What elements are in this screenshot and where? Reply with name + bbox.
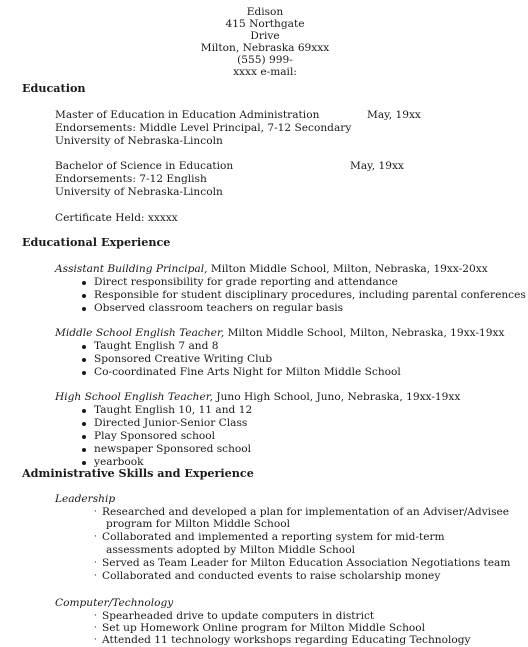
leadership-title: Leadership — [55, 493, 116, 505]
leadership-item-1: Researched and developed a plan for implementation of an Adviser/Advisee — [102, 506, 510, 518]
degree-2-date: May, 19xx — [350, 160, 404, 172]
header-city: Milton, Nebraska 69xxx — [200, 42, 330, 54]
degree-1-date: May, 19xx — [367, 109, 421, 121]
bullet-icon — [82, 345, 86, 349]
bullet-icon — [82, 371, 86, 375]
job-2-header — [55, 327, 504, 340]
degree-2-title: Bachelor of Science in Education — [55, 160, 234, 172]
dot-icon: · — [94, 635, 97, 645]
header-name: Edison — [246, 6, 284, 18]
job-2-item-2: Sponsored Creative Writing Club — [94, 353, 273, 365]
job-3-item-2: Directed Junior-Senior Class — [94, 417, 248, 429]
bullet-icon — [82, 307, 86, 311]
job-1-header — [55, 263, 488, 276]
job-3-item-4: newspaper Sponsored school — [94, 443, 252, 455]
tech-item-1: Spearheaded drive to update computers in district — [102, 610, 375, 622]
job-2-place: Milton Middle School, Milton, Nebraska, 19xx-19xx — [224, 327, 505, 339]
job-1-role: Assistant Building Principal, — [55, 263, 208, 275]
bullet-icon — [82, 358, 86, 362]
tech-item-3: Attended 11 technology workshops regarding Educating Technology — [102, 634, 471, 646]
job-2-role: Middle School English Teacher, — [55, 327, 225, 339]
tech-item-2: Set up Homework Online program for Milton Middle School — [102, 622, 426, 634]
job-1-place: Milton Middle School, Milton, Nebraska, 19xx-20xx — [207, 263, 488, 275]
bullet-icon — [82, 435, 86, 439]
job-1-item-2: Responsible for student disciplinary procedures, including parental conferences — [94, 289, 526, 301]
header-email: xxxx e-mail: — [233, 66, 297, 78]
bullet-icon — [82, 294, 86, 298]
leadership-item-2: Collaborated and implemented a reporting system for mid-term — [102, 531, 445, 543]
degree-2-endorsements: Endorsements: 7-12 English — [55, 173, 207, 185]
job-3-place: Juno High School, Juno, Nebraska, 19xx-19xx — [212, 391, 461, 403]
bullet-icon — [82, 422, 86, 426]
tech-item-3-clip — [0, 634, 528, 646]
header-street-2: Drive — [250, 30, 280, 42]
job-2-item-1: Taught English 7 and 8 — [94, 340, 219, 352]
degree-2-school: University of Nebraska-Lincoln — [55, 186, 223, 198]
leadership-item-2-cont: assessments adopted by Milton Middle School — [106, 544, 356, 556]
bullet-icon — [82, 409, 86, 413]
bullet-icon — [82, 461, 86, 465]
dot-icon: · — [94, 558, 97, 568]
dot-icon: · — [94, 532, 97, 542]
tech-title: Computer/Technology — [55, 597, 174, 609]
header-phone: (555) 999- — [237, 54, 293, 66]
dot-icon: · — [94, 611, 97, 621]
dot-icon: · — [94, 507, 97, 517]
bullet-icon — [82, 448, 86, 452]
job-1-item-1: Direct responsibility for grade reporting and attendance — [94, 276, 398, 288]
job-3-item-1: Taught English 10, 11 and 12 — [94, 404, 253, 416]
dot-icon: · — [94, 623, 97, 633]
bullet-icon — [82, 281, 86, 285]
job-3-item-5-clip — [0, 456, 528, 468]
job-3-item-5: yearbook — [94, 456, 144, 468]
job-1-item-3: Observed classroom teachers on regular basis — [94, 302, 344, 314]
admin-heading: Administrative Skills and Experience — [22, 466, 254, 480]
job-2-item-3: Co-coordinated Fine Arts Night for Milton Middle School — [94, 366, 401, 378]
degree-1-school: University of Nebraska-Lincoln — [55, 135, 223, 147]
header-email-clip — [0, 66, 528, 78]
degree-1-endorsements: Endorsements: Middle Level Principal, 7-12 Secondary — [55, 122, 352, 134]
header-street-1: 415 Northgate — [225, 18, 305, 30]
job-3-role: High School English Teacher, — [55, 391, 213, 403]
degree-1-title: Master of Education in Education Administration — [55, 109, 320, 121]
job-3-header — [55, 391, 460, 404]
certificate: Certificate Held: xxxxx — [55, 212, 178, 224]
leadership-item-1-cont: program for Milton Middle School — [106, 518, 290, 530]
education-heading: Education — [22, 81, 86, 95]
dot-icon: · — [94, 571, 97, 581]
leadership-item-4: Collaborated and conducted events to raise scholarship money — [102, 570, 441, 582]
leadership-item-3: Served as Team Leader for Milton Education Association Negotiations team — [102, 557, 511, 569]
job-3-item-3: Play Sponsored school — [94, 430, 216, 442]
experience-heading: Educational Experience — [22, 235, 171, 249]
